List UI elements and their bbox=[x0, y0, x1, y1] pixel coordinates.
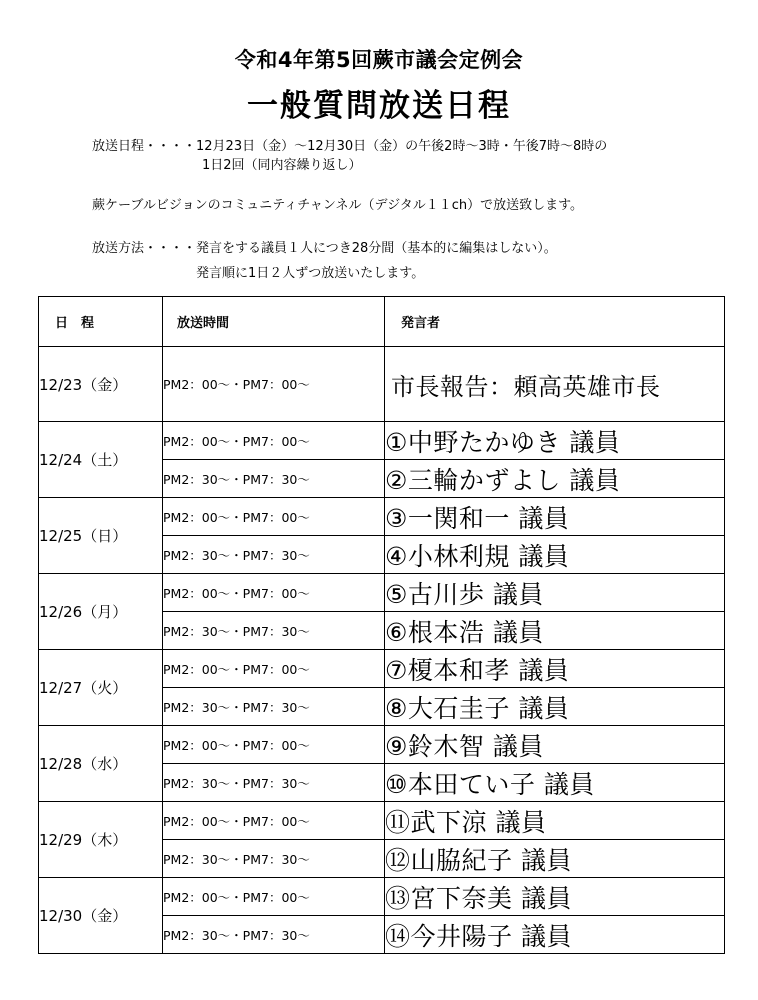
page-title: 令和4年第5回蕨市議会定例会 bbox=[234, 48, 524, 72]
time-cell: PM2：00～・PM7：00～ bbox=[163, 726, 385, 764]
speaker-cell: ④小林利規 議員 bbox=[385, 536, 725, 574]
table-row bbox=[39, 574, 725, 612]
table-header-row bbox=[39, 297, 725, 347]
schedule-text-continued: 1日2回（同内容繰り返し） bbox=[202, 158, 362, 173]
time-cell: PM2：00～・PM7：00～ bbox=[163, 347, 385, 422]
header-time: 放送時間 bbox=[163, 297, 385, 347]
schedule-table bbox=[38, 296, 725, 954]
table-row bbox=[39, 878, 725, 916]
date-cell: 12/27（火） bbox=[39, 650, 163, 726]
header-speaker: 発言者 bbox=[385, 297, 725, 347]
date-cell: 12/26（月） bbox=[39, 574, 163, 650]
time-cell: PM2：30～・PM7：30～ bbox=[163, 840, 385, 878]
date-cell: 12/25（日） bbox=[39, 498, 163, 574]
date-cell: 12/29（木） bbox=[39, 802, 163, 878]
speaker-cell: ⑫山脇紀子 議員 bbox=[385, 840, 725, 878]
method-text-continued: 発言順に1日２人ずつ放送いたします。 bbox=[196, 266, 425, 281]
date-cell: 12/30（金） bbox=[39, 878, 163, 954]
table-row bbox=[39, 498, 725, 536]
time-cell: PM2：00～・PM7：00～ bbox=[163, 574, 385, 612]
time-cell: PM2：00～・PM7：00～ bbox=[163, 422, 385, 460]
time-cell: PM2：00～・PM7：00～ bbox=[163, 650, 385, 688]
speaker-cell: ⑭今井陽子 議員 bbox=[385, 916, 725, 954]
speaker-cell: ③一関和一 議員 bbox=[385, 498, 725, 536]
time-cell: PM2：00～・PM7：00～ bbox=[163, 878, 385, 916]
page-subtitle: 一般質問放送日程 bbox=[247, 88, 511, 124]
schedule-text: 放送日程・・・・12月23日（金）～12月30日（金）の午後2時～3時・午後7時～8時の bbox=[92, 139, 608, 154]
table-row bbox=[39, 422, 725, 460]
speaker-cell: ⑨鈴木智 議員 bbox=[385, 726, 725, 764]
table-row bbox=[39, 726, 725, 764]
table-row bbox=[39, 347, 725, 422]
speaker-cell: ⑧大石圭子 議員 bbox=[385, 688, 725, 726]
speaker-cell: ⑦榎本和孝 議員 bbox=[385, 650, 725, 688]
date-cell: 12/28（水） bbox=[39, 726, 163, 802]
table-row bbox=[39, 650, 725, 688]
time-cell: PM2：30～・PM7：30～ bbox=[163, 688, 385, 726]
speaker-cell: ②三輪かずよし 議員 bbox=[385, 460, 725, 498]
time-cell: PM2：30～・PM7：30～ bbox=[163, 460, 385, 498]
time-cell: PM2：00～・PM7：00～ bbox=[163, 498, 385, 536]
speaker-cell: ①中野たかゆき 議員 bbox=[385, 422, 725, 460]
time-cell: PM2：30～・PM7：30～ bbox=[163, 764, 385, 802]
date-cell: 12/24（土） bbox=[39, 422, 163, 498]
time-cell: PM2：30～・PM7：30～ bbox=[163, 612, 385, 650]
table-row bbox=[39, 802, 725, 840]
time-cell: PM2：00～・PM7：00～ bbox=[163, 802, 385, 840]
speaker-cell: ⑪武下涼 議員 bbox=[385, 802, 725, 840]
channel-text: 蕨ケーブルビジョンのコミュニティチャンネル（デジタル１１ch）で放送致します。 bbox=[92, 198, 584, 213]
speaker-cell: ⑬宮下奈美 議員 bbox=[385, 878, 725, 916]
speaker-cell: ⑤古川歩 議員 bbox=[385, 574, 725, 612]
method-text: 放送方法・・・・発言をする議員１人につき28分間（基本的に編集はしない）。 bbox=[92, 241, 557, 256]
time-cell: PM2：30～・PM7：30～ bbox=[163, 916, 385, 954]
speaker-cell: ⑥根本浩 議員 bbox=[385, 612, 725, 650]
speaker-cell: 市長報告：頼高英雄市長 bbox=[385, 347, 725, 422]
time-cell: PM2：30～・PM7：30～ bbox=[163, 536, 385, 574]
header-date: 日 程 bbox=[39, 297, 163, 347]
date-cell: 12/23（金） bbox=[39, 347, 163, 422]
speaker-cell: ⑩本田てい子 議員 bbox=[385, 764, 725, 802]
